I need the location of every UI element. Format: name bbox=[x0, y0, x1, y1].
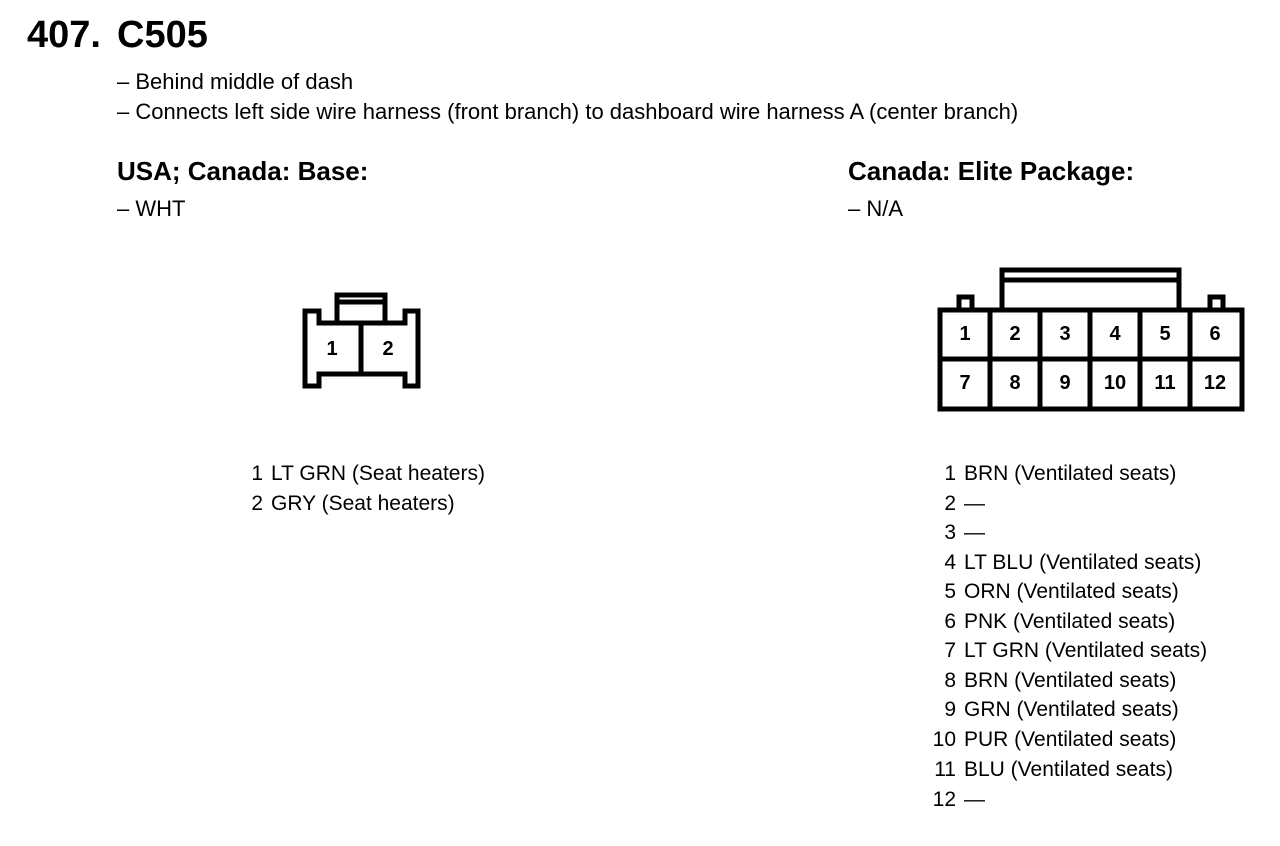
pin-label: 1 bbox=[326, 338, 338, 360]
connector-number: 407. bbox=[27, 14, 101, 56]
pin-description: PNK (Ventilated seats) bbox=[964, 610, 1176, 633]
connection-note: – Connects left side wire harness (front branch) to dashboard wire harness A (center branch) bbox=[117, 99, 1019, 124]
pin-row bbox=[928, 460, 1176, 488]
pin-number: 4 bbox=[944, 551, 956, 574]
pin-description: BLU (Ventilated seats) bbox=[964, 758, 1173, 781]
two-pin-connector-diagram bbox=[295, 285, 430, 397]
pin-description: — bbox=[964, 788, 985, 811]
twelve-pin-connector-diagram bbox=[935, 265, 1247, 417]
left-section-title: USA; Canada: Base: bbox=[117, 156, 369, 186]
pin-row bbox=[928, 637, 1207, 665]
right-section-title: Canada: Elite Package: bbox=[848, 156, 1135, 186]
pin-description: PUR (Ventilated seats) bbox=[964, 728, 1177, 751]
pin-row bbox=[928, 696, 1179, 724]
pin-label: 8 bbox=[1009, 372, 1021, 394]
pin-row bbox=[245, 460, 485, 488]
pin-description: LT BLU (Ventilated seats) bbox=[964, 551, 1202, 574]
pin-description: GRY (Seat heaters) bbox=[271, 492, 455, 515]
pin-description: BRN (Ventilated seats) bbox=[964, 462, 1177, 485]
pin-label: 2 bbox=[382, 338, 394, 360]
location-note: – Behind middle of dash bbox=[117, 69, 354, 94]
pin-number: 1 bbox=[251, 462, 263, 485]
pin-label: 6 bbox=[1209, 323, 1221, 345]
pin-row bbox=[928, 786, 985, 814]
pin-row bbox=[928, 519, 985, 547]
pin-number: 8 bbox=[944, 669, 956, 692]
pin-row bbox=[928, 608, 1175, 636]
pin-label: 11 bbox=[1154, 372, 1176, 394]
right-connector-color: – N/A bbox=[848, 196, 904, 221]
pin-row bbox=[928, 756, 1173, 784]
pin-number: 11 bbox=[934, 758, 956, 781]
pin-number: 2 bbox=[944, 492, 956, 515]
pin-description: — bbox=[964, 492, 985, 515]
pin-label: 1 bbox=[959, 323, 971, 345]
pin-number: 5 bbox=[944, 580, 956, 603]
pin-label: 4 bbox=[1109, 323, 1121, 345]
pin-row bbox=[928, 726, 1176, 754]
pin-label: 7 bbox=[959, 372, 971, 394]
pin-description: ORN (Ventilated seats) bbox=[964, 580, 1179, 603]
connector-id: C505 bbox=[117, 14, 208, 56]
pin-description: GRN (Ventilated seats) bbox=[964, 698, 1179, 721]
left-connector-color: – WHT bbox=[117, 196, 186, 221]
pin-number: 3 bbox=[944, 521, 956, 544]
pin-description: — bbox=[964, 521, 985, 544]
pin-number: 12 bbox=[932, 788, 956, 811]
pin-description: BRN (Ventilated seats) bbox=[964, 669, 1177, 692]
pin-row bbox=[245, 490, 455, 518]
pin-row bbox=[928, 490, 985, 518]
pin-number: 2 bbox=[251, 492, 263, 515]
pin-label: 10 bbox=[1103, 372, 1127, 394]
pin-number: 7 bbox=[944, 639, 956, 662]
pin-number: 1 bbox=[944, 462, 956, 485]
pin-description: LT GRN (Seat heaters) bbox=[271, 462, 485, 485]
pin-label: 3 bbox=[1059, 323, 1071, 345]
pin-label: 12 bbox=[1203, 372, 1227, 394]
pin-number: 6 bbox=[944, 610, 956, 633]
pin-label: 5 bbox=[1159, 323, 1171, 345]
pin-description: LT GRN (Ventilated seats) bbox=[964, 639, 1208, 662]
pin-label: 9 bbox=[1059, 372, 1071, 394]
pin-row bbox=[928, 549, 1201, 577]
pin-number: 9 bbox=[944, 698, 956, 721]
pin-number: 10 bbox=[932, 728, 956, 751]
pin-row bbox=[928, 667, 1176, 695]
pin-label: 2 bbox=[1009, 323, 1021, 345]
pin-row bbox=[928, 578, 1179, 606]
